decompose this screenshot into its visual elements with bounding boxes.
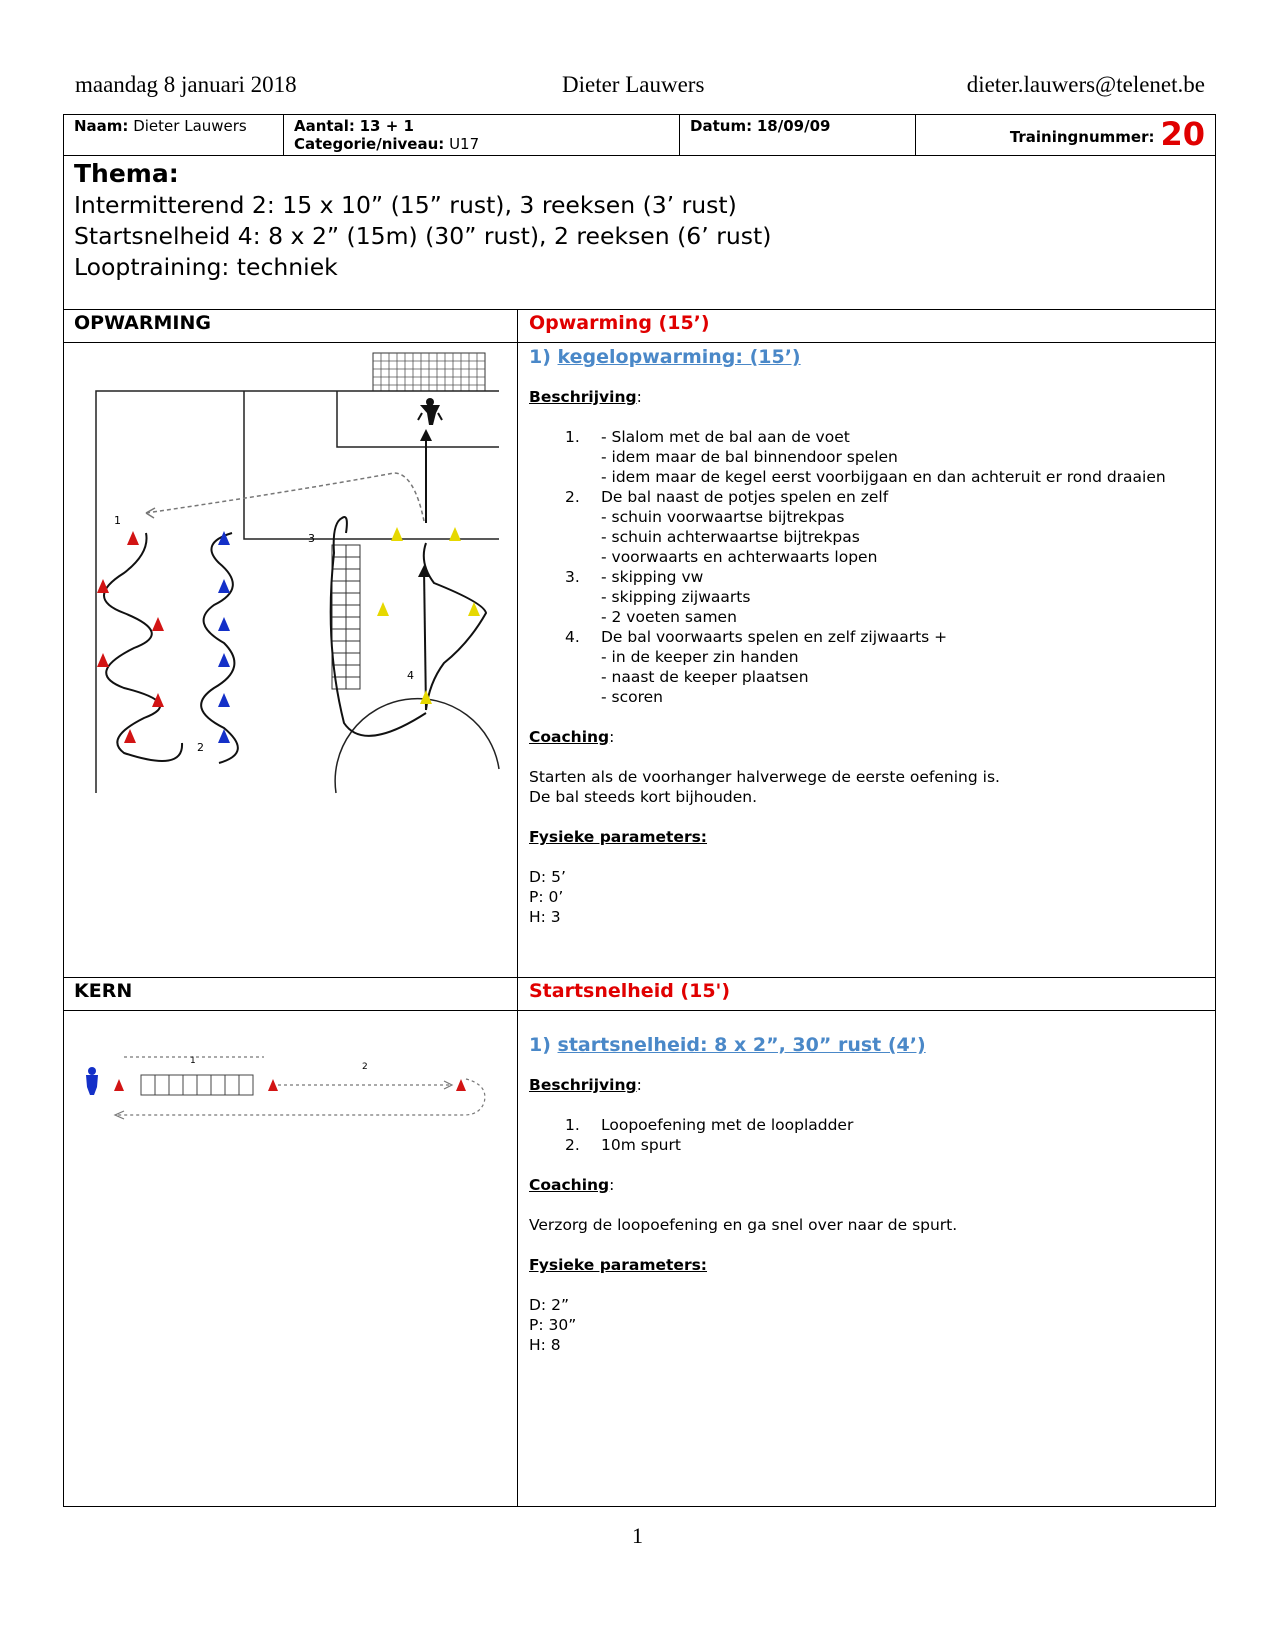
trainingnummer-value: 20: [1160, 115, 1206, 153]
yellow-cones: [377, 527, 480, 704]
page-number: 1: [632, 1523, 643, 1548]
field-lines: [96, 391, 499, 793]
fysiek-line: D: 5’: [529, 868, 566, 886]
diagram-label-2: 2: [362, 1062, 368, 1072]
opwarming-content: [518, 343, 1216, 978]
exercise-title-link[interactable]: kegelopwarming: (15’): [557, 346, 801, 368]
beschrijving-list: [529, 427, 1204, 707]
datum-value: 18/09/09: [756, 117, 831, 135]
kern-diagram-cell: [64, 1011, 518, 1507]
beschrijving-heading: Beschrijving:: [529, 1076, 642, 1094]
coaching-heading: Coaching:: [529, 1176, 615, 1194]
datum-cell: [680, 115, 916, 156]
categorie-value: U17: [449, 135, 480, 153]
list-item: 2. De bal naast de potjes spelen en zelf - schuin voorwaartse bijtrekpas - schuin achterwaartse bijtrekpas - voorwaarts en achterwaarts lopen: [565, 488, 889, 566]
exercise-title: [529, 347, 1204, 367]
section-title-kern: Startsnelheid (15'): [518, 978, 1216, 1011]
run-path: [124, 1057, 450, 1085]
coaching-heading: Coaching:: [529, 728, 615, 746]
coaching-line: De bal steeds kort bijhouden.: [529, 788, 758, 806]
training-sheet: [63, 114, 1216, 1507]
diagram-label-2: 2: [197, 741, 204, 754]
diagram-label-4: 4: [407, 669, 414, 682]
naam-label: Naam:: [74, 117, 129, 135]
exercise-title-link[interactable]: startsnelheid: 8 x 2”, 30” rust (4’): [557, 1034, 926, 1056]
aantal-value: 13 + 1: [359, 117, 414, 135]
aantal-label: Aantal:: [294, 117, 355, 135]
opwarming-diagram-cell: [64, 343, 518, 978]
coaching-line: Starten als de voorhanger halverwege de eerste oefening is.: [529, 768, 1000, 786]
fysiek-line: H: 8: [529, 1336, 561, 1354]
goal-net: [373, 353, 485, 391]
player-icon: [86, 1067, 98, 1095]
theme-line: Startsnelheid 4: 8 x 2” (15m) (30” rust), 2 reeksen (6’ rust): [74, 222, 772, 250]
list-item: 1. Loopoefening met de loopladder: [565, 1116, 854, 1134]
diagram-label-3: 3: [308, 532, 315, 545]
kern-content: [518, 1011, 1216, 1507]
theme-title: Thema:: [74, 159, 179, 188]
diagram-label-1: 1: [190, 1056, 196, 1066]
theme-line: Intermitterend 2: 15 x 10” (15” rust), 3 reeksen (3’ rust): [74, 191, 737, 219]
naam-cell: [64, 115, 284, 156]
page-header: [70, 72, 1205, 104]
ladder-path: [331, 517, 426, 736]
naam-value: Dieter Lauwers: [133, 117, 247, 135]
categorie-label: Categorie/niveau:: [294, 135, 445, 153]
aantal-cell: [284, 115, 680, 156]
exercise-number: 1): [529, 346, 551, 368]
fysiek-line: P: 30”: [529, 1316, 577, 1334]
fysiek-line: H: 3: [529, 908, 561, 926]
diagram-label-1: 1: [114, 514, 121, 527]
theme-cell: [64, 156, 1216, 310]
kern-diagram: [64, 1011, 518, 1151]
opwarming-diagram: [64, 343, 518, 973]
cone-path: [424, 543, 486, 710]
list-item: 1. - Slalom met de bal aan de voet - idem maar de bal binnendoor spelen - idem maar de kegel eerst voorbijgaan en dan achteruit er rond draaien: [565, 428, 1166, 486]
header-email: dieter.lauwers@telenet.be: [966, 72, 1205, 97]
dribble-path-red: [104, 533, 182, 761]
agility-ladder: [141, 1075, 253, 1095]
trainingnummer-label: Trainingnummer:: [1009, 128, 1155, 146]
exercise-number: 1): [529, 1034, 551, 1056]
section-label-opwarming: OPWARMING: [64, 310, 518, 343]
fysiek-heading: Fysieke parameters:: [529, 1256, 708, 1274]
list-item: 3. - skipping vw - skipping zijwaarts - 2 voeten samen: [565, 568, 751, 626]
theme-line: Looptraining: techniek: [74, 253, 338, 281]
run-arrow: [424, 568, 426, 710]
header-date: maandag 8 januari 2018: [75, 72, 297, 97]
list-item: 4. De bal voorwaarts spelen en zelf zijwaarts + - in de keeper zin handen - naast de keeper plaatsen - scoren: [565, 628, 948, 706]
section-label-kern: KERN: [64, 978, 518, 1011]
fysiek-line: D: 2”: [529, 1296, 569, 1314]
dribble-path-blue: [201, 533, 238, 763]
trainingnummer-cell: [916, 115, 1216, 156]
section-title-opwarming: Opwarming (15’): [518, 310, 1216, 343]
agility-ladder: [332, 545, 360, 689]
list-item: 2. 10m spurt: [565, 1136, 681, 1154]
red-cones: [97, 531, 164, 743]
beschrijving-heading: Beschrijving:: [529, 388, 642, 406]
datum-label: Datum:: [690, 117, 753, 135]
beschrijving-list: [529, 1115, 1204, 1155]
fysiek-heading: Fysieke parameters:: [529, 828, 708, 846]
fysiek-line: P: 0’: [529, 888, 564, 906]
header-author: Dieter Lauwers: [562, 72, 705, 97]
exercise-title: [529, 1035, 1204, 1055]
pass-path: [146, 473, 424, 521]
coaching-line: Verzorg de loopoefening en ga snel over naar de spurt.: [529, 1216, 958, 1234]
keeper-icon: [418, 398, 442, 425]
